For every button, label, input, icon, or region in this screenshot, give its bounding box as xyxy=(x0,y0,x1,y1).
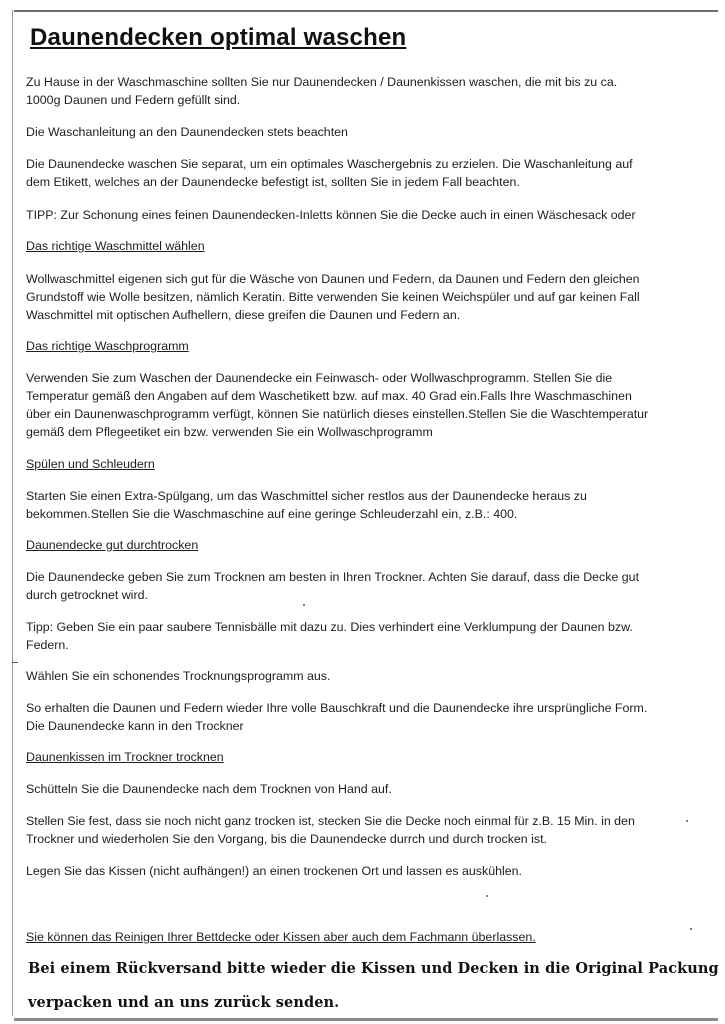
professional-cleaning-note: Sie können das Reinigen Ihrer Bettdecke oder Kissen aber auch dem Fachmann überlassen. xyxy=(26,930,536,944)
tennis-tip-line-1: Tipp: Geben Sie ein paar saubere Tennisbälle mit dazu zu. Dies verhindert eine Verklumpung der Daunen bzw. xyxy=(26,620,633,634)
drying-line-2: durch getrocknet wird. xyxy=(26,588,148,602)
heading-program: Das richtige Waschprogramm xyxy=(26,339,189,353)
program-line-2: Temperatur gemäß den Angaben auf dem Waschetikett bzw. auf max. 40 Grad ein.Falls Ihre Waschmaschinen xyxy=(26,389,632,403)
scan-speck xyxy=(12,662,18,663)
return-shipping-line-2: verpacken und an uns zurück senden. xyxy=(28,994,340,1011)
return-shipping-line-1: Bei einem Rückversand bitte wieder die Kissen und Decken in die Original Packung xyxy=(28,960,719,977)
scan-speck xyxy=(303,604,305,606)
cooling-instruction: Legen Sie das Kissen (nicht aufhängen!) an einen trockenen Ort und lassen es auskühlen. xyxy=(26,864,522,878)
separate-wash-line-2: dem Etikett, welches an der Daunendecke befestigt ist, sollten Sie in jedem Fall beachten. xyxy=(26,175,520,189)
scan-speck xyxy=(690,928,692,930)
rinse-line-2: bekommen.Stellen Sie die Waschmaschine auf eine geringe Schleuderzahl ein, z.B.: 400. xyxy=(26,507,518,521)
intro-line-1: Zu Hause in der Waschmaschine sollten Sie nur Daunendecken / Daunenkissen waschen, die mit bis zu ca. xyxy=(26,75,618,89)
intro-line-2: 1000g Daunen und Federn gefüllt sind. xyxy=(26,93,241,107)
drying-line-1: Die Daunendecke geben Sie zum Trocknen am besten in Ihren Trockner. Achten Sie darauf, dass die Decke gut xyxy=(26,570,640,584)
program-line-4: gemäß dem Pflegeetiket ein bzw. verwenden Sie ein Wollwaschprogramm xyxy=(26,425,433,439)
heading-pillow-drying: Daunenkissen im Trockner trocknen xyxy=(26,750,224,764)
repeat-line-1: Stellen Sie fest, dass sie noch nicht ganz trocken ist, stecken Sie die Decke noch einmal für z.B. 15 Min. in den xyxy=(26,814,635,828)
detergent-line-3: Waschmittel mit optischen Aufhellern, diese greifen die Daunen und Federn an. xyxy=(26,308,461,322)
repeat-line-2: Trockner und wiederholen Sie den Vorgang, bis die Daunendecke durrch und durch trocken ist. xyxy=(26,832,547,846)
detergent-line-2: Grundstoff wie Wolle besitzen, nämlich Keratin. Bitte verwenden Sie keinen Weichspüler und auf gar keinen Fall xyxy=(26,290,640,304)
heading-drying: Daunendecke gut durchtrocken xyxy=(26,538,199,552)
bottom-border-line xyxy=(14,1018,718,1021)
fluff-line-1: So erhalten die Daunen und Federn wieder Ihre volle Bauschkraft und die Daunendecke ihre ursprüngliche Form. xyxy=(26,701,648,715)
detergent-line-1: Wollwaschmittel eigenen sich gut für die Wäsche von Daunen und Federn, da Daunen und Federn den gleichen xyxy=(26,272,640,286)
gentle-program: Wählen Sie ein schonendes Trocknungsprogramm aus. xyxy=(26,669,331,683)
shake-instruction: Schütteln Sie die Daunendecke nach dem Trocknen von Hand auf. xyxy=(26,782,392,796)
heading-rinse-spin: Spülen und Schleudern xyxy=(26,457,155,471)
fluff-line-2: Die Daunendecke kann in den Trockner xyxy=(26,719,244,733)
heading-detergent: Das richtige Waschmittel wählen xyxy=(26,239,205,253)
document-title: Daunendecken optimal waschen xyxy=(30,24,407,51)
rinse-line-1: Starten Sie einen Extra-Spülgang, um das Waschmittel sicher restlos aus der Daunendecke heraus zu xyxy=(26,489,587,503)
program-line-3: über ein Daunenwaschprogramm verfügt, können Sie natürlich dieses einstellen.Stellen Sie die Waschtemperatur xyxy=(26,407,649,421)
separate-wash-line-1: Die Daunendecke waschen Sie separat, um ein optimales Waschergebnis zu erzielen. Die Waschanleitung auf xyxy=(26,157,633,171)
scan-speck xyxy=(686,820,688,822)
instruction-note: Die Waschanleitung an den Daunendecken stets beachten xyxy=(26,125,348,139)
tennis-tip-line-2: Federn. xyxy=(26,638,69,652)
left-border-line xyxy=(12,10,13,1016)
scan-speck xyxy=(486,895,488,897)
program-line-1: Verwenden Sie zum Waschen der Daunendecke ein Feinwasch- oder Wollwaschprogramm. Stellen Sie die xyxy=(26,371,613,385)
tip-laundry-bag: TIPP: Zur Schonung eines feinen Daunendecken-Inletts können Sie die Decke auch in einen Wäschesack oder xyxy=(26,208,636,222)
top-border-line xyxy=(14,10,718,12)
